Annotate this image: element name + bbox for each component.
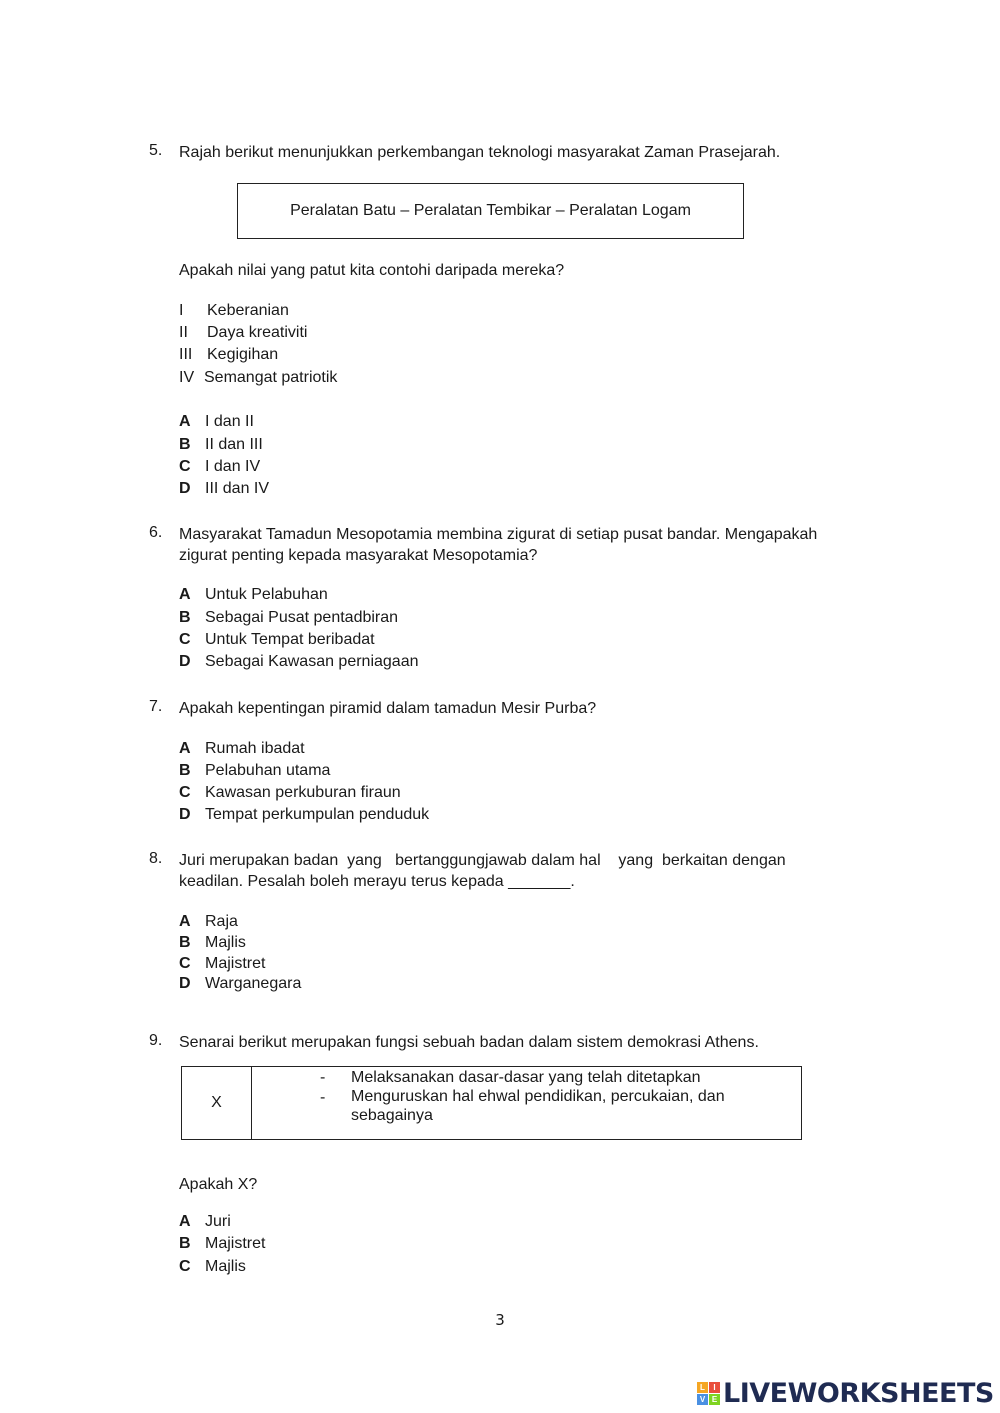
question-7-option-c[interactable] — [179, 784, 401, 802]
statement-text: Keberanian — [207, 302, 289, 319]
question-9-table — [181, 1066, 802, 1140]
question-7-number: 7. — [149, 698, 163, 715]
question-9-function-list — [252, 1067, 801, 1139]
option-text: Rumah ibadat — [205, 740, 305, 757]
function-item: Menguruskan hal ehwal pendidikan, percukaian, dan sebagainya — [351, 1088, 725, 1124]
question-9-text: Senarai berikut merupakan fungsi sebuah badan dalam sistem demokrasi Athens. — [179, 1034, 759, 1051]
option-letter: B — [179, 1235, 191, 1252]
option-letter: C — [179, 631, 191, 648]
option-text: Majlis — [205, 1258, 246, 1275]
option-letter: A — [179, 1213, 191, 1230]
bullet-dash: - — [320, 1089, 326, 1106]
option-letter: A — [179, 740, 191, 757]
option-text: Untuk Tempat beribadat — [205, 631, 375, 648]
option-text: Warganegara — [205, 975, 302, 992]
option-text: Sebagai Kawasan perniagaan — [205, 653, 419, 670]
option-letter: C — [179, 784, 191, 801]
statement-text: Semangat patriotik — [204, 369, 338, 386]
question-8-text-line-1: Juri merupakan badan yang bertanggungjawab dalam hal yang berkaitan dengan — [179, 852, 786, 869]
liveworksheets-mark-icon — [697, 1382, 720, 1405]
liveworksheets-wordmark: LIVEWORKSHEETS — [723, 1378, 994, 1409]
statement-numeral: I — [179, 302, 184, 319]
question-5-statement — [179, 302, 289, 320]
statement-numeral: III — [179, 346, 193, 363]
question-8-number: 8. — [149, 850, 163, 867]
question-6-text-line-2: zigurat penting kepada masyarakat Mesopotamia? — [179, 547, 538, 564]
option-letter: C — [179, 458, 191, 475]
question-8-option-b[interactable] — [179, 934, 246, 952]
question-9-option-c[interactable] — [179, 1258, 246, 1276]
question-7-option-a[interactable] — [179, 740, 305, 758]
option-text: Kawasan perkuburan firaun — [205, 784, 401, 801]
liveworksheets-logo — [697, 1378, 994, 1409]
option-text: III dan IV — [205, 480, 270, 497]
option-text: I dan IV — [205, 458, 261, 475]
question-6-option-b[interactable] — [179, 609, 398, 627]
question-5-diagram-text: Peralatan Batu – Peralatan Tembikar – Peralatan Logam — [290, 202, 691, 219]
function-item: Melaksanakan dasar-dasar yang telah ditetapkan — [351, 1069, 701, 1086]
question-5-option-d[interactable] — [179, 480, 269, 498]
option-text: Sebagai Pusat pentadbiran — [205, 609, 399, 626]
question-7-text: Apakah kepentingan piramid dalam tamadun Mesir Purba? — [179, 700, 597, 717]
option-letter: D — [179, 653, 191, 670]
question-8-option-a[interactable] — [179, 913, 238, 931]
question-9-table-label: X — [211, 1094, 222, 1111]
option-letter: D — [179, 806, 191, 823]
option-letter: D — [179, 975, 191, 992]
question-5-statement — [179, 346, 278, 364]
mark-letter: E — [709, 1394, 720, 1405]
question-6-option-a[interactable] — [179, 586, 328, 604]
option-letter: D — [179, 480, 191, 497]
question-5-option-b[interactable] — [179, 436, 263, 454]
question-6-number: 6. — [149, 524, 163, 541]
question-9-option-b[interactable] — [179, 1235, 265, 1253]
question-9-number: 9. — [149, 1032, 163, 1049]
option-text: Pelabuhan utama — [205, 762, 331, 779]
option-letter: C — [179, 955, 191, 972]
option-letter: B — [179, 436, 191, 453]
statement-numeral: IV — [179, 369, 195, 386]
bullet-dash: - — [320, 1069, 326, 1086]
option-text: Tempat perkumpulan penduduk — [205, 806, 430, 823]
option-text: II dan III — [205, 436, 263, 453]
question-7-option-b[interactable] — [179, 762, 330, 780]
question-5-option-c[interactable] — [179, 458, 260, 476]
option-letter: B — [179, 609, 191, 626]
question-5-number: 5. — [149, 142, 163, 159]
statement-text: Daya kreativiti — [207, 324, 308, 341]
option-letter: B — [179, 762, 191, 779]
option-text: Juri — [205, 1213, 231, 1230]
question-9-option-a[interactable] — [179, 1213, 231, 1231]
question-5-text: Rajah berikut menunjukkan perkembangan teknologi masyarakat Zaman Prasejarah. — [179, 144, 781, 161]
statement-numeral: II — [179, 324, 188, 341]
question-8-text-line-2: keadilan. Pesalah boleh merayu terus kepada _______. — [179, 873, 575, 890]
option-text: Majistret — [205, 955, 266, 972]
question-9-prompt: Apakah X? — [179, 1176, 258, 1193]
option-text: Untuk Pelabuhan — [205, 586, 328, 603]
question-6-option-c[interactable] — [179, 631, 375, 649]
option-letter: A — [179, 913, 191, 930]
option-letter: A — [179, 413, 191, 430]
question-9-table-label-cell — [182, 1067, 252, 1139]
mark-letter: I — [709, 1382, 720, 1393]
page-number: 3 — [495, 1311, 505, 1329]
question-8-option-c[interactable] — [179, 955, 265, 973]
option-text: Majlis — [205, 934, 246, 951]
option-letter: A — [179, 586, 191, 603]
option-letter: C — [179, 1258, 191, 1275]
option-text: Raja — [205, 913, 238, 930]
question-5-statement — [179, 324, 307, 342]
mark-letter: L — [697, 1382, 708, 1393]
question-5-option-a[interactable] — [179, 413, 254, 431]
question-6-option-d[interactable] — [179, 653, 419, 671]
question-5-diagram-box — [237, 183, 744, 239]
question-5-statement — [179, 369, 337, 387]
statement-text: Kegigihan — [207, 346, 279, 363]
mark-letter: V — [697, 1394, 708, 1405]
question-5-prompt: Apakah nilai yang patut kita contohi daripada mereka? — [179, 262, 565, 279]
question-7-option-d[interactable] — [179, 806, 429, 824]
question-8-option-d[interactable] — [179, 975, 301, 993]
question-6-text-line-1: Masyarakat Tamadun Mesopotamia membina zigurat di setiap pusat bandar. Mengapakah — [179, 526, 818, 543]
option-letter: B — [179, 934, 191, 951]
option-text: Majistret — [205, 1235, 266, 1252]
option-text: I dan II — [205, 413, 254, 430]
